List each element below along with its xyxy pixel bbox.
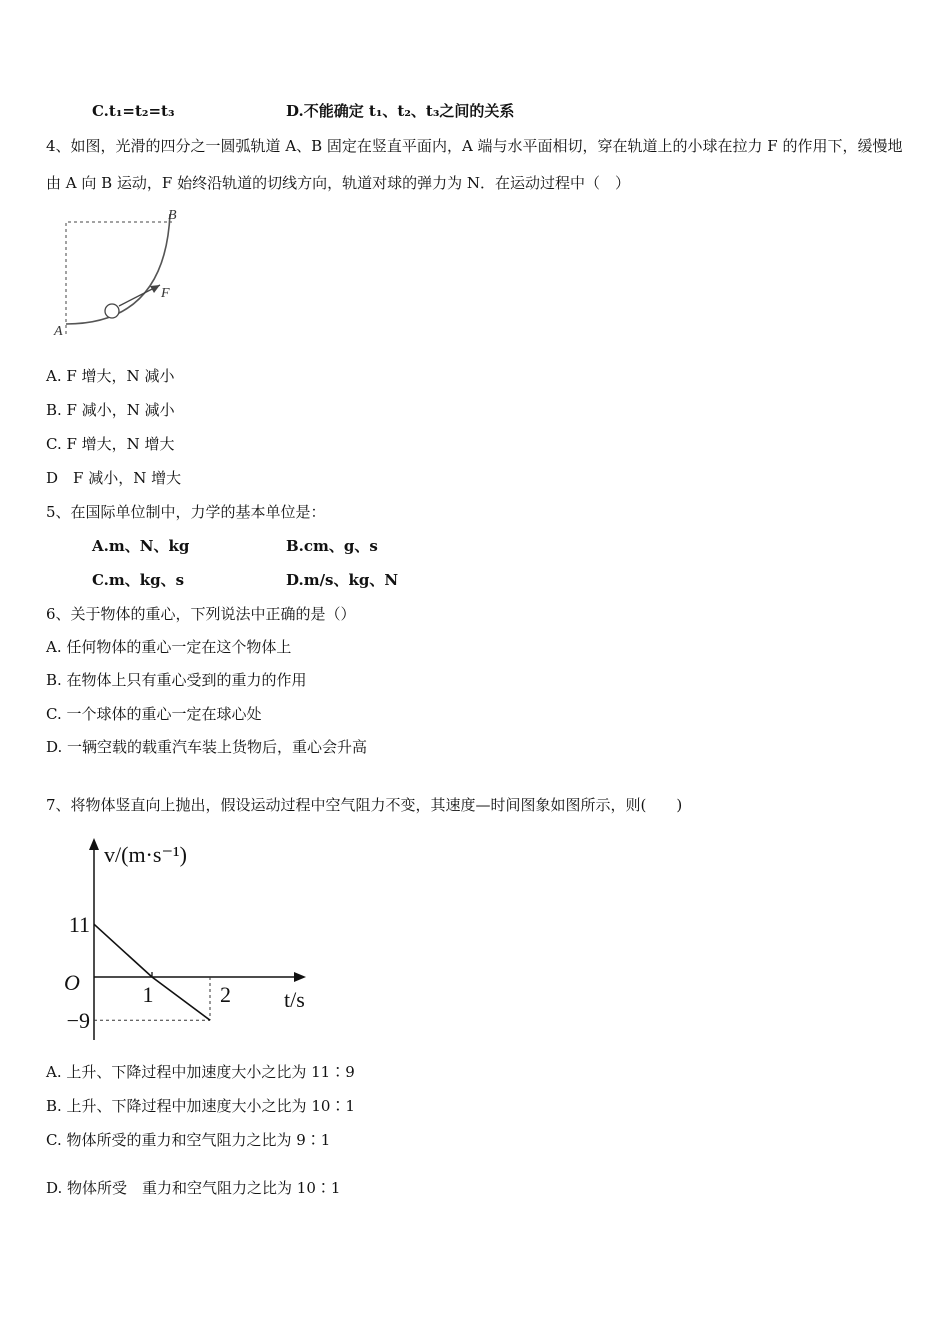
q4-option-c: C. F 增大，N 增大: [46, 435, 175, 453]
q4-stem: 4、如图，光滑的四分之一圆弧轨道 A、B 固定在竖直平面内，A 端与水平面相切，穿在轨道上的小球在拉力 F 的作用下，缓慢地由 A 向 B 运动，F 始终沿轨道的切线方向，轨道对球的弹力为 N．在运动过程中（ ）: [46, 137, 903, 192]
q4-label-b: B: [168, 208, 177, 223]
q4-option-a: A. F 增大，N 减小: [46, 367, 175, 385]
chart-x-tick-1: 1: [142, 982, 154, 1007]
q7-vt-chart: [50, 830, 330, 1050]
chart-y-tick-top: 11: [68, 912, 90, 938]
q6-option-a: A. 任何物体的重心一定在这个物体上: [46, 638, 292, 656]
chart-origin-label: O: [64, 970, 80, 995]
q3-option-d: D.不能确定 t₁、t₂、t₃之间的关系: [286, 102, 515, 120]
chart-x-label: t/s: [284, 987, 305, 1012]
q4-label-a: A: [54, 324, 63, 339]
q5-option-d: D.m/s、kg、N: [286, 571, 399, 589]
q4-ball: [105, 304, 119, 318]
chart-x-axis-arrowhead: [294, 972, 306, 982]
chart-x-tick-2: 2: [220, 982, 231, 1007]
q4-figure: [50, 200, 190, 340]
q5-option-b: B.cm、g、s: [286, 537, 378, 555]
q6-option-d: D. 一辆空载的载重汽车装上货物后，重心会升高: [46, 738, 368, 756]
q7-option-a: A. 上升、下降过程中加速度大小之比为 11∶9: [46, 1063, 355, 1081]
q7-option-d: D. 物体所受 重力和空气阻力之比为 10∶1: [46, 1179, 341, 1197]
q6-option-c: C. 一个球体的重心一定在球心处: [46, 705, 262, 723]
chart-y-axis-arrowhead: [89, 838, 99, 850]
chart-y-tick-bottom: −9: [66, 1008, 90, 1034]
q7-option-b: B. 上升、下降过程中加速度大小之比为 10∶1: [46, 1097, 355, 1115]
q4-option-b: B. F 减小，N 减小: [46, 401, 175, 419]
q7-stem: 7、将物体竖直向上抛出，假设运动过程中空气阻力不变，其速度—时间图象如图所示，则( ): [46, 796, 683, 814]
q3-option-c: C.t₁=t₂=t₃: [92, 102, 175, 120]
q6-option-b: B. 在物体上只有重心受到的重力的作用: [46, 671, 307, 689]
chart-y-label: v/(m·s⁻¹): [104, 842, 187, 867]
q4-dashed-frame: [66, 222, 172, 334]
q5-option-c: C.m、kg、s: [92, 571, 185, 589]
q4-label-f: F: [161, 286, 170, 301]
q5-stem: 5、在国际单位制中，力学的基本单位是：: [46, 503, 326, 521]
q6-stem: 6、关于物体的重心，下列说法中正确的是（）: [46, 605, 356, 623]
q7-option-c: C. 物体所受的重力和空气阻力之比为 9∶1: [46, 1131, 331, 1149]
q4-option-d: D F 减小，N 增大: [46, 469, 182, 487]
q5-option-a: A.m、N、kg: [92, 537, 190, 555]
